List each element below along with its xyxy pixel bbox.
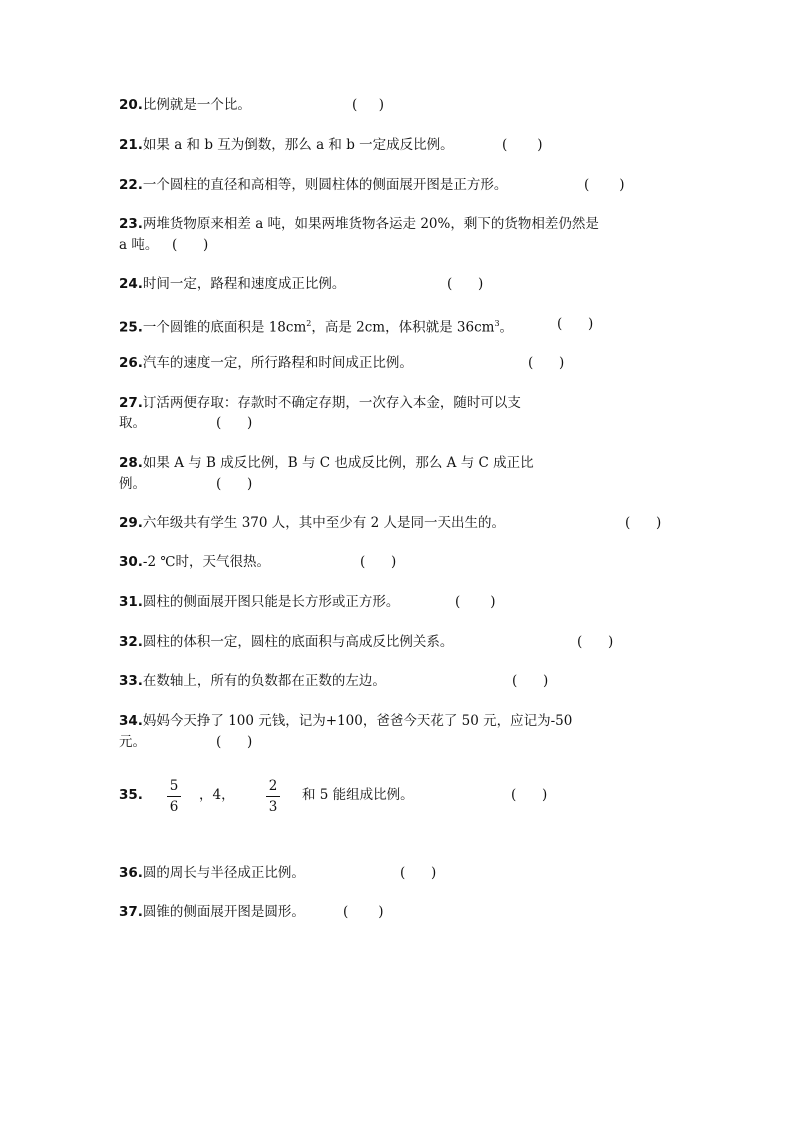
question-text: 圆锥的侧面展开图是圆形。 (142, 904, 305, 920)
fraction-bar (266, 796, 280, 797)
answer-blank[interactable]: ( ) (502, 137, 543, 153)
question-25 (119, 314, 513, 338)
superscript-squared: 2 (306, 319, 312, 328)
question-number: 32. (119, 634, 143, 650)
question-34 (119, 711, 572, 731)
answer-blank[interactable]: ( ) (455, 594, 496, 610)
answer-blank[interactable]: ( ) (447, 276, 484, 292)
question-27-line2 (119, 413, 146, 433)
question-text: 如果 A 与 B 成反比例，B 与 C 也成反比例，那么 A 与 C 成正比 (142, 455, 534, 471)
answer-blank[interactable]: ( ) (557, 316, 594, 332)
question-number: 33. (119, 673, 143, 689)
question-number: 36. (119, 865, 143, 881)
question-number: 20. (119, 97, 143, 113)
question-31 (119, 592, 399, 612)
fraction-two-thirds (265, 777, 281, 816)
question-text: 圆柱的侧面展开图只能是长方形或正方形。 (142, 594, 400, 610)
question-23 (119, 214, 599, 234)
question-number: 37. (119, 904, 143, 920)
question-text: -2 ℃时，天气很热。 (142, 554, 270, 570)
question-text: 比例就是一个比。 (142, 97, 251, 113)
question-32 (119, 632, 453, 652)
question-21 (119, 135, 454, 155)
question-number: 28. (119, 455, 143, 471)
question-text: 如果 a 和 b 互为倒数，那么 a 和 b 一定成反比例。 (142, 137, 454, 153)
question-text: 在数轴上，所有的负数都在正数的左边。 (142, 673, 386, 689)
question-29 (119, 513, 505, 533)
question-text: ，4， (199, 787, 235, 803)
question-number: 26. (119, 355, 143, 371)
superscript-cubed: 3 (494, 319, 500, 328)
question-number: 24. (119, 276, 143, 292)
answer-blank[interactable]: ( ) (400, 865, 437, 881)
fraction-bar (167, 796, 181, 797)
answer-blank[interactable]: ( ) (528, 355, 565, 371)
fraction-numerator: 5 (169, 778, 179, 794)
fraction-denominator: 3 (268, 799, 278, 815)
answer-blank[interactable]: ( ) (512, 673, 549, 689)
answer-blank[interactable]: ( ) (216, 476, 253, 492)
fraction-five-sixths (166, 777, 182, 816)
question-28 (119, 453, 534, 473)
question-36 (119, 863, 305, 883)
question-text-continued: 取。 (119, 415, 146, 431)
question-23-line2 (119, 235, 158, 255)
question-number: 21. (119, 137, 143, 153)
question-24 (119, 274, 345, 294)
question-35 (119, 785, 143, 805)
question-number: 25. (119, 319, 143, 336)
question-26 (119, 353, 413, 373)
question-number: 23. (119, 216, 143, 232)
answer-blank[interactable]: ( ) (216, 415, 253, 431)
question-text-continued: a 吨。 (119, 237, 159, 253)
question-number: 30. (119, 554, 143, 570)
question-33 (119, 671, 386, 691)
question-30 (119, 552, 270, 572)
question-text: 和 5 能组成比例。 (302, 787, 414, 803)
answer-blank[interactable]: ( ) (343, 904, 384, 920)
question-text: 。 (499, 319, 514, 336)
question-text: 时间一定，路程和速度成正比例。 (142, 276, 346, 292)
question-text-continued: 例。 (119, 476, 146, 492)
answer-blank[interactable]: ( ) (625, 515, 662, 531)
question-number: 35. (119, 787, 143, 803)
answer-blank[interactable]: ( ) (584, 177, 625, 193)
question-number: 29. (119, 515, 143, 531)
fraction-numerator: 2 (268, 778, 278, 794)
question-number: 27. (119, 395, 143, 411)
answer-blank[interactable]: ( ) (511, 787, 548, 803)
question-number: 31. (119, 594, 143, 610)
question-text: 圆柱的体积一定，圆柱的底面积与高成反比例关系。 (142, 634, 454, 650)
question-text: 圆的周长与半径成正比例。 (142, 865, 305, 881)
question-27 (119, 393, 521, 413)
question-22 (119, 175, 507, 195)
answer-blank[interactable]: ( ) (360, 554, 397, 570)
question-20 (119, 95, 251, 115)
question-number: 22. (119, 177, 143, 193)
question-34-line2 (119, 732, 146, 752)
fraction-denominator: 6 (169, 799, 179, 815)
question-text-continued: 元。 (119, 734, 146, 750)
question-text: 六年级共有学生 370 人，其中至少有 2 人是同一天出生的。 (142, 515, 505, 531)
question-text: 订活两便存取：存款时不确定存期，一次存入本金，随时可以支 (142, 395, 521, 411)
question-28-line2 (119, 474, 146, 494)
question-text: 一个圆锥的底面积是 18cm (142, 319, 307, 336)
answer-blank[interactable]: ( ) (577, 634, 614, 650)
question-text: ，高是 2cm，体积就是 36cm (311, 319, 495, 336)
question-text: 汽车的速度一定，所行路程和时间成正比例。 (142, 355, 413, 371)
answer-blank[interactable]: ( ) (172, 237, 209, 253)
question-text: 两堆货物原来相差 a 吨，如果两堆货物各运走 20%，剩下的货物相差仍然是 (142, 216, 599, 232)
answer-blank[interactable]: ( ) (352, 97, 384, 113)
question-number: 34. (119, 713, 143, 729)
question-37 (119, 902, 305, 922)
question-text: 一个圆柱的直径和高相等，则圆柱体的侧面展开图是正方形。 (142, 177, 508, 193)
question-text: 妈妈今天挣了 100 元钱，记为+100，爸爸今天花了 50 元，应记为-50 (142, 713, 573, 729)
answer-blank[interactable]: ( ) (216, 734, 253, 750)
